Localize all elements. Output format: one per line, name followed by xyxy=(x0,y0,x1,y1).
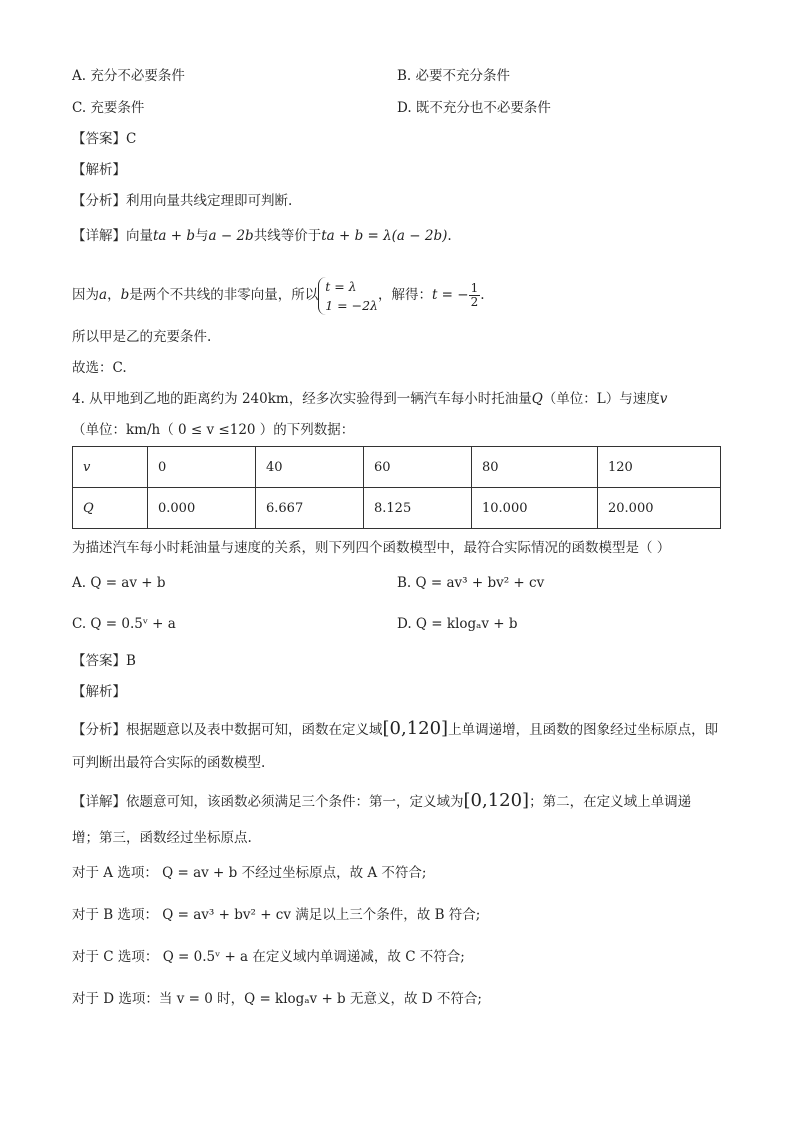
q4-fenxi-domain: [0,120] xyxy=(382,718,449,739)
table-cell: 0.000 xyxy=(148,488,256,529)
q3-option-b: B. 必要不充分条件 xyxy=(397,68,511,84)
q3-answer: 【答案】C xyxy=(72,131,137,147)
q3-because-prefix: 因为 xyxy=(72,287,99,303)
q3-because-mid: 是两个不共线的非零向量，所以 xyxy=(129,287,319,303)
q4-stem-v: v xyxy=(659,391,668,407)
table-cell: 20.000 xyxy=(598,488,721,529)
q4-xiangjie-domain: [0,120] xyxy=(463,790,530,811)
q3-xiangjie xyxy=(72,226,452,246)
q3-because-end: . xyxy=(480,287,485,303)
q4-xiangjie-2: ；第二，在定义域上单调递 xyxy=(529,794,692,810)
q4-option-d-analysis: 对于 D 选项：当 v = 0 时，Q = klogₐv + b 无意义，故 D 不符合; xyxy=(72,991,482,1007)
q4-xiangjie-line-1 xyxy=(72,791,691,812)
q4-question: 为描述汽车每小时耗油量与速度的关系，则下列四个函数模型中，最符合实际情况的函数模型是（ ） xyxy=(72,540,671,556)
q3-xiangjie-mid: 与 xyxy=(195,228,209,244)
q4-option-b-analysis: 对于 B 选项： Q = av³ + bv² + cv 满足以上三个条件，故 B 符合; xyxy=(72,907,481,923)
q4-fenxi-1: 【分析】根据题意以及表中数据可知，函数在定义域 xyxy=(72,722,383,738)
q3-select: 故选：C. xyxy=(72,360,127,376)
q4-answer: 【答案】B xyxy=(72,653,136,669)
q4-fenxi-line-1 xyxy=(72,719,718,740)
q3-vector-expr-2: a − 2b xyxy=(208,228,254,244)
q4-option-c-analysis: 对于 C 选项： Q = 0.5ᵛ + a 在定义域内单调递减，故 C 不符合; xyxy=(72,949,465,965)
q4-stem-line-2: （单位：km/h（ 0 ≤ v ≤120 ）的下列数据： xyxy=(72,422,355,438)
q3-option-c: C. 充要条件 xyxy=(72,100,145,116)
table-cell: 80 xyxy=(472,447,598,488)
q3-equation-system xyxy=(318,277,378,315)
q3-because-sep: ， xyxy=(107,287,121,303)
q3-frac-num: 1 xyxy=(470,281,479,295)
q4-stem-1: 4. 从甲地到乙地的距离约为 240km，经多次实验得到一辆汽车每小时托油量 xyxy=(72,391,532,407)
q3-xiangjie-end: . xyxy=(447,228,452,244)
q4-option-b: B. Q = av³ + bv² + cv xyxy=(397,575,545,591)
q4-stem-2: （单位：L）与速度 xyxy=(542,391,660,407)
table-cell: 0 xyxy=(148,447,256,488)
q3-vector-expr-1: ta + b xyxy=(153,228,196,244)
q3-vector-a: a xyxy=(99,287,108,303)
q3-fraction xyxy=(469,282,481,309)
q3-option-d: D. 既不充分也不必要条件 xyxy=(397,100,551,116)
q4-option-a: A. Q = av + b xyxy=(72,575,166,591)
q3-t-eq: t = − xyxy=(431,287,469,303)
table-row xyxy=(73,447,721,488)
q4-fenxi-line-2: 可判断出最符合实际的函数模型. xyxy=(72,755,266,771)
table-cell: 60 xyxy=(364,447,472,488)
q4-option-d: D. Q = klogₐv + b xyxy=(397,616,518,632)
q4-option-c: C. Q = 0.5ᵛ + a xyxy=(72,616,176,632)
q3-fenxi: 【分析】利用向量共线定理即可判断. xyxy=(72,193,293,209)
q4-jiexi-heading: 【解析】 xyxy=(72,684,126,700)
table-row xyxy=(73,488,721,529)
q4-xiangjie-line-2: 增；第三，函数经过坐标原点. xyxy=(72,830,252,846)
q3-vector-expr-3: ta + b = λ(a − 2b) xyxy=(321,228,448,244)
q3-sys-bottom: 1 = −2λ xyxy=(325,297,378,313)
q4-fenxi-2: 上单调递增，且函数的图象经过坐标原点，即 xyxy=(448,722,719,738)
q3-option-a: A. 充分不必要条件 xyxy=(72,68,185,84)
q4-option-a-analysis: 对于 A 选项： Q = av + b 不经过坐标原点，故 A 不符合; xyxy=(72,865,427,881)
table-cell: 10.000 xyxy=(472,488,598,529)
table-cell: Q xyxy=(73,488,148,529)
q3-sys-top: t = λ xyxy=(325,278,357,294)
q3-xiangjie-prefix: 【详解】向量 xyxy=(72,228,153,244)
table-cell: 6.667 xyxy=(256,488,364,529)
q3-vector-b: b xyxy=(120,287,130,303)
q4-xiangjie-1: 【详解】依题意可知，该函数必须满足三个条件：第一，定义域为 xyxy=(72,794,464,810)
q3-xiangjie-mid2: 共线等价于 xyxy=(253,228,322,244)
q3-because-solve: ，解得： xyxy=(377,287,432,303)
q4-data-table xyxy=(72,446,721,529)
q3-because xyxy=(72,275,485,315)
table-cell: v xyxy=(73,447,148,488)
q3-conclusion: 所以甲是乙的充要条件. xyxy=(72,329,212,345)
table-cell: 40 xyxy=(256,447,364,488)
q3-frac-den: 2 xyxy=(470,295,479,309)
q4-stem-q: Q xyxy=(531,391,543,407)
q4-stem-line-1 xyxy=(72,389,667,409)
table-cell: 120 xyxy=(598,447,721,488)
table-cell: 8.125 xyxy=(364,488,472,529)
q3-jiexi-heading: 【解析】 xyxy=(72,162,126,178)
